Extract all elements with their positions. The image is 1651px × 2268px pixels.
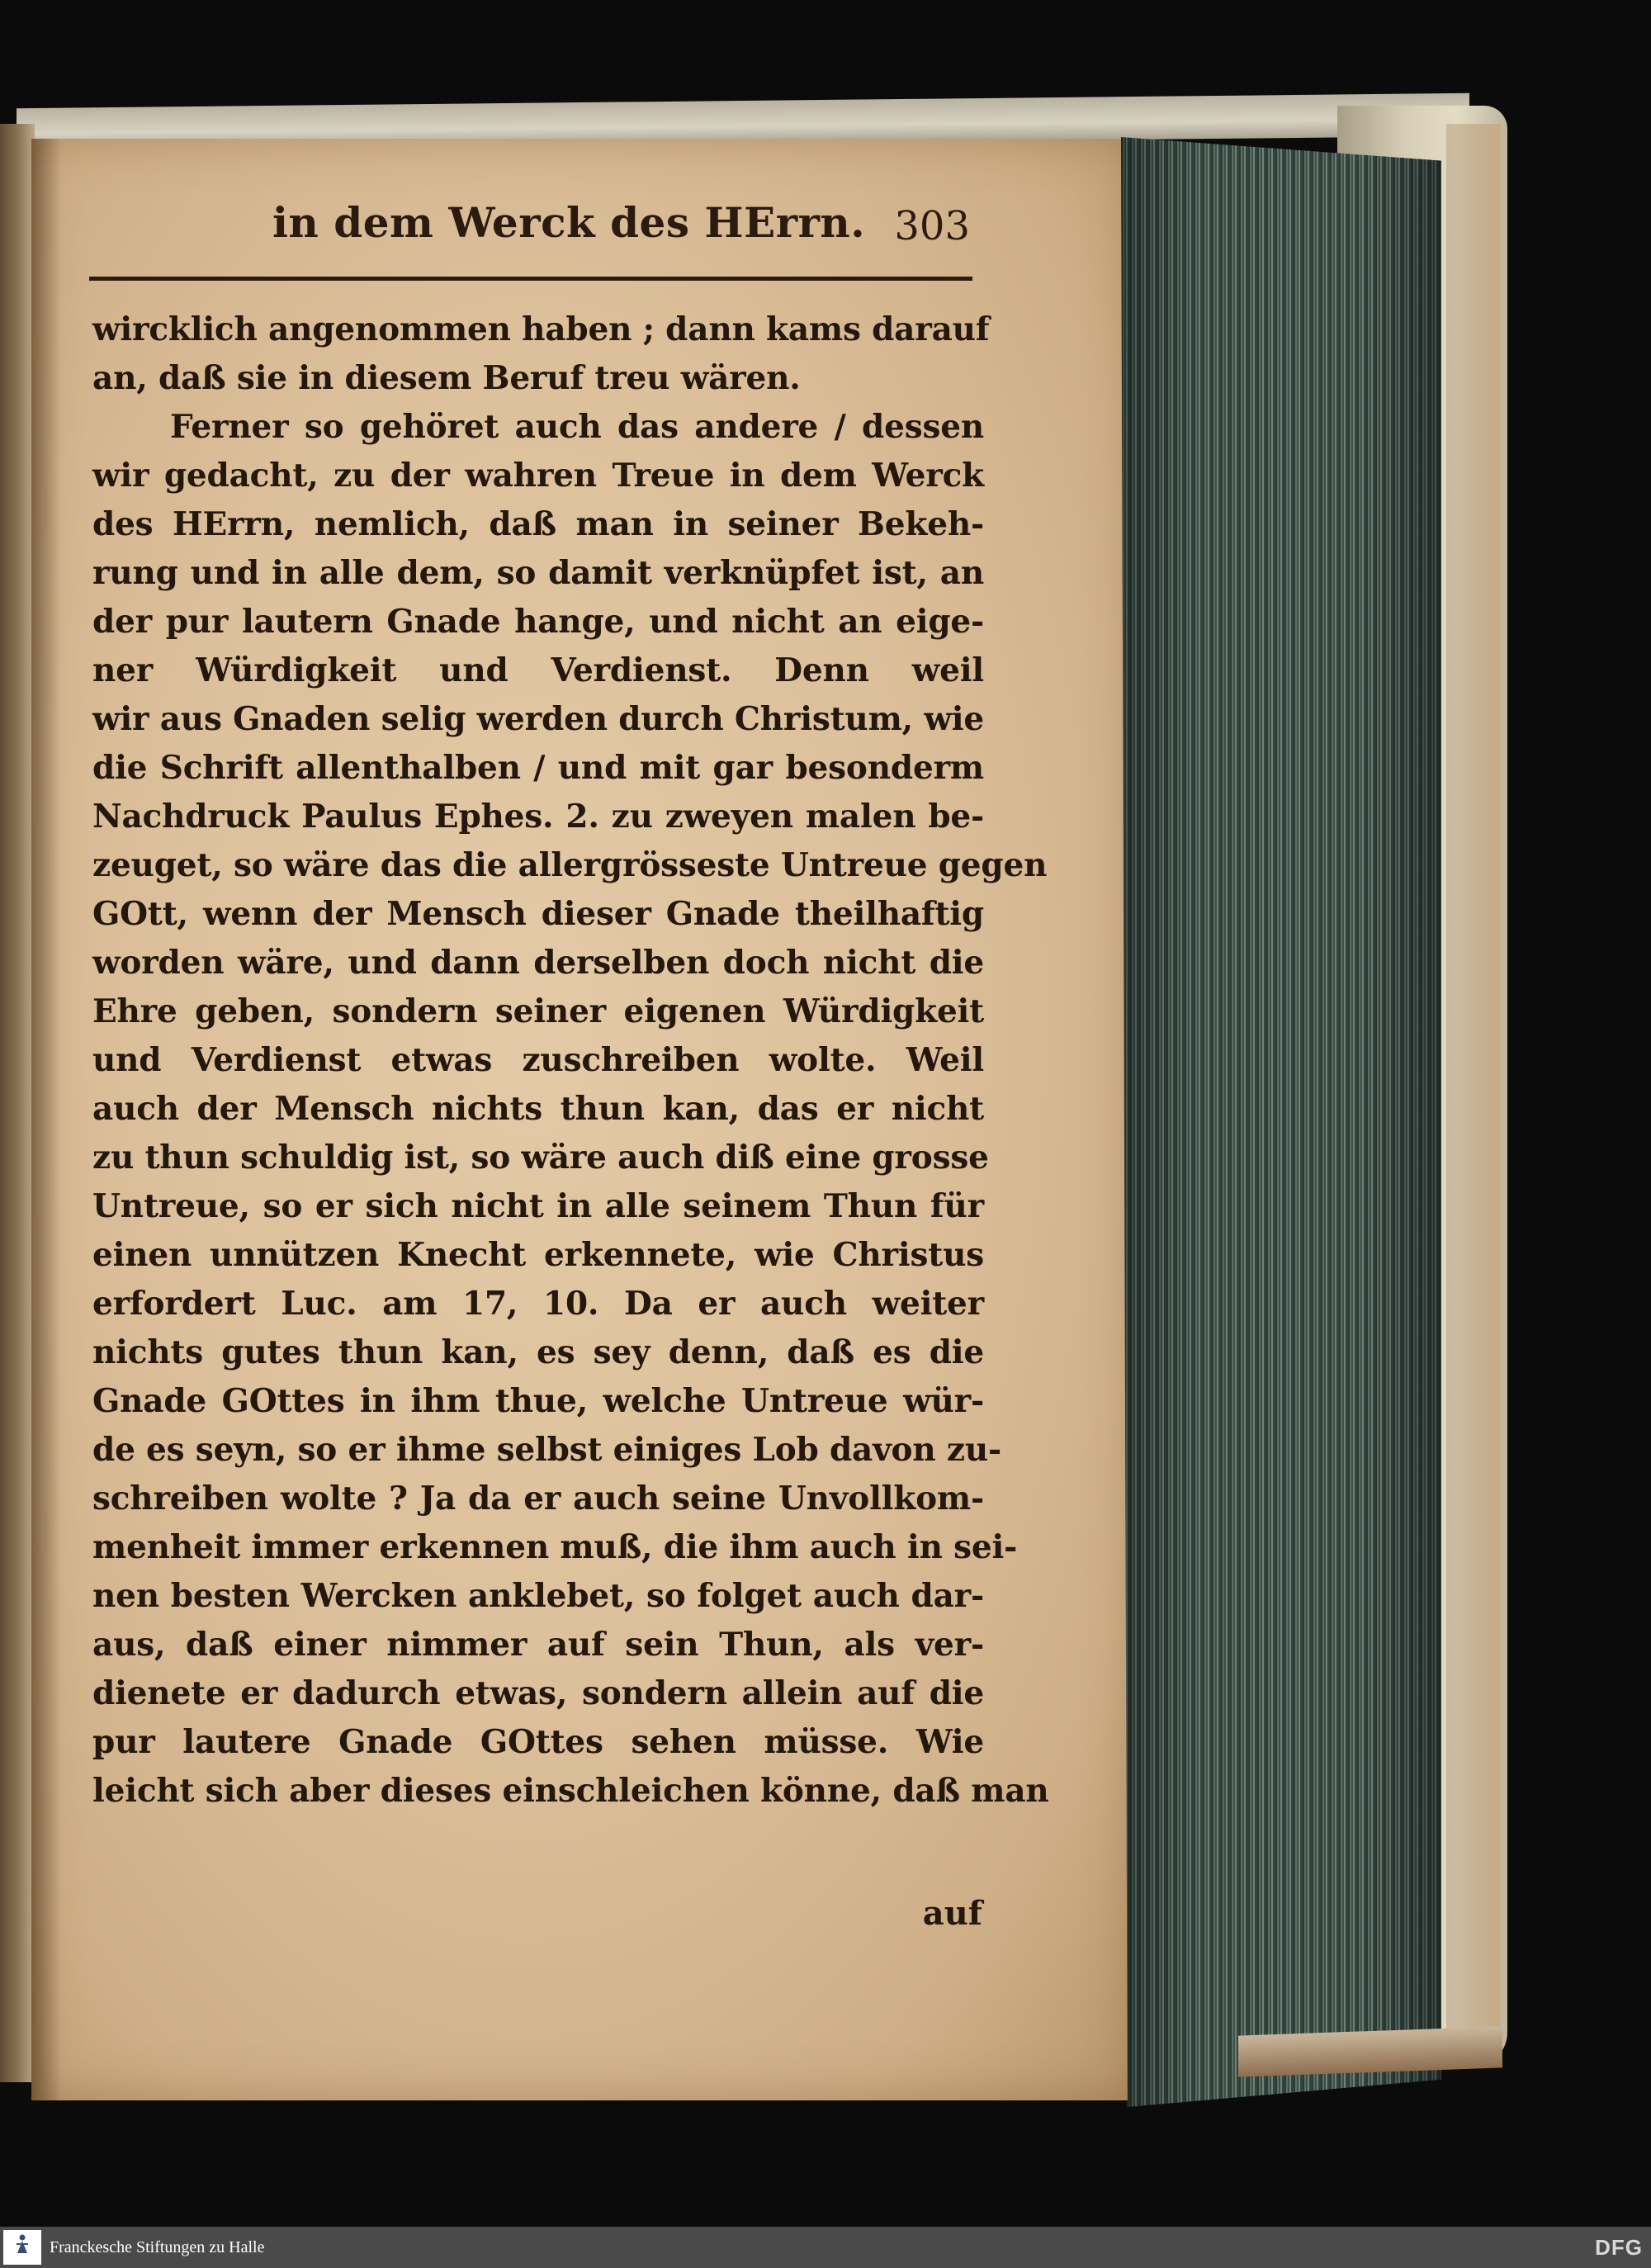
text-line: die Schrift allenthalben / und mit gar besonderm bbox=[92, 749, 984, 787]
page-number: 303 bbox=[894, 203, 970, 249]
text-line: zu thun schuldig ist, so wäre auch diß eine grosse bbox=[92, 1139, 989, 1177]
body-text bbox=[92, 305, 1049, 1816]
text-line: nen besten Wercken anklebet, so folget auch dar- bbox=[92, 1577, 984, 1615]
text-line: Gnade GOttes in ihm thue, welche Untreue wür- bbox=[92, 1382, 984, 1420]
dfg-logo: DFG bbox=[1595, 2235, 1643, 2260]
text-line: und Verdienst etwas zuschreiben wolte. Weil bbox=[92, 1041, 984, 1079]
running-head: in dem Werck des HErrn. bbox=[272, 198, 866, 247]
text-line: des HErrn, nemlich, daß man in seiner Bekeh- bbox=[92, 505, 984, 543]
institution-logo[interactable] bbox=[3, 2230, 41, 2265]
text-line: wir gedacht, zu der wahren Treue in dem Werck bbox=[92, 457, 984, 495]
header-rule bbox=[89, 277, 972, 281]
text-line: erfordert Luc. am 17, 10. Da er auch weiter bbox=[92, 1285, 984, 1323]
text-line: schreiben wolte ? Ja da er auch seine Unvollkom- bbox=[92, 1480, 984, 1518]
text-line: Nachdruck Paulus Ephes. 2. zu zweyen malen be- bbox=[92, 798, 984, 836]
page-header bbox=[272, 198, 970, 258]
francke-foundation-emblem-icon bbox=[15, 2233, 30, 2255]
viewer-footer-bar bbox=[0, 2227, 1651, 2268]
text-line: wir aus Gnaden selig werden durch Christum, wie bbox=[92, 700, 984, 738]
book-board-corner bbox=[1238, 2026, 1502, 2076]
text-line: wircklich angenommen haben ; dann kams darauf bbox=[92, 310, 990, 348]
text-line: dienete er dadurch etwas, sondern allein auf die bbox=[92, 1674, 984, 1712]
page-gutter-shadow bbox=[31, 139, 61, 2100]
text-line: menheit immer erkennen muß, die ihm auch in sei- bbox=[92, 1528, 1018, 1566]
text-line: auch der Mensch nichts thun kan, das er nicht bbox=[92, 1090, 984, 1128]
text-line: de es seyn, so er ihme selbst einiges Lob davon zu- bbox=[92, 1431, 1001, 1469]
text-line: rung und in alle dem, so damit verknüpfet ist, an bbox=[92, 554, 984, 592]
text-line: einen unnützen Knecht erkennete, wie Christus bbox=[92, 1236, 984, 1274]
text-line: worden wäre, und dann derselben doch nicht die bbox=[92, 944, 984, 982]
text-line: der pur lautern Gnade hange, und nicht an eige- bbox=[92, 603, 984, 641]
text-line: nichts gutes thun kan, es sey denn, daß es die bbox=[92, 1333, 984, 1371]
text-line: Ehre geben, sondern seiner eigenen Würdigkeit bbox=[92, 992, 984, 1030]
text-line: Ferner so gehöret auch das andere / dessen bbox=[170, 408, 984, 446]
facing-page-edge bbox=[0, 124, 35, 2082]
text-line: an, daß sie in diesem Beruf treu wären. bbox=[92, 359, 801, 397]
institution-name: Franckesche Stiftungen zu Halle bbox=[50, 2238, 265, 2256]
text-line: ner Würdigkeit und Verdienst. Denn weil bbox=[92, 651, 984, 689]
cover-shadow bbox=[1446, 124, 1501, 2048]
text-line: aus, daß einer nimmer auf sein Thun, als ver- bbox=[92, 1626, 984, 1664]
text-line: leicht sich aber dieses einschleichen könne, daß man bbox=[92, 1772, 1049, 1810]
catchword: auf bbox=[922, 1894, 982, 1933]
text-line: GOtt, wenn der Mensch dieser Gnade theilhaftig bbox=[92, 895, 984, 933]
text-line: Untreue, so er sich nicht in alle seinem Thun für bbox=[92, 1187, 984, 1225]
text-line: zeuget, so wäre das die allergrösseste Untreue gegen bbox=[92, 846, 1048, 884]
page-block-shade bbox=[1121, 137, 1441, 2107]
text-line: pur lautere Gnade GOttes sehen müsse. Wie bbox=[92, 1723, 984, 1761]
